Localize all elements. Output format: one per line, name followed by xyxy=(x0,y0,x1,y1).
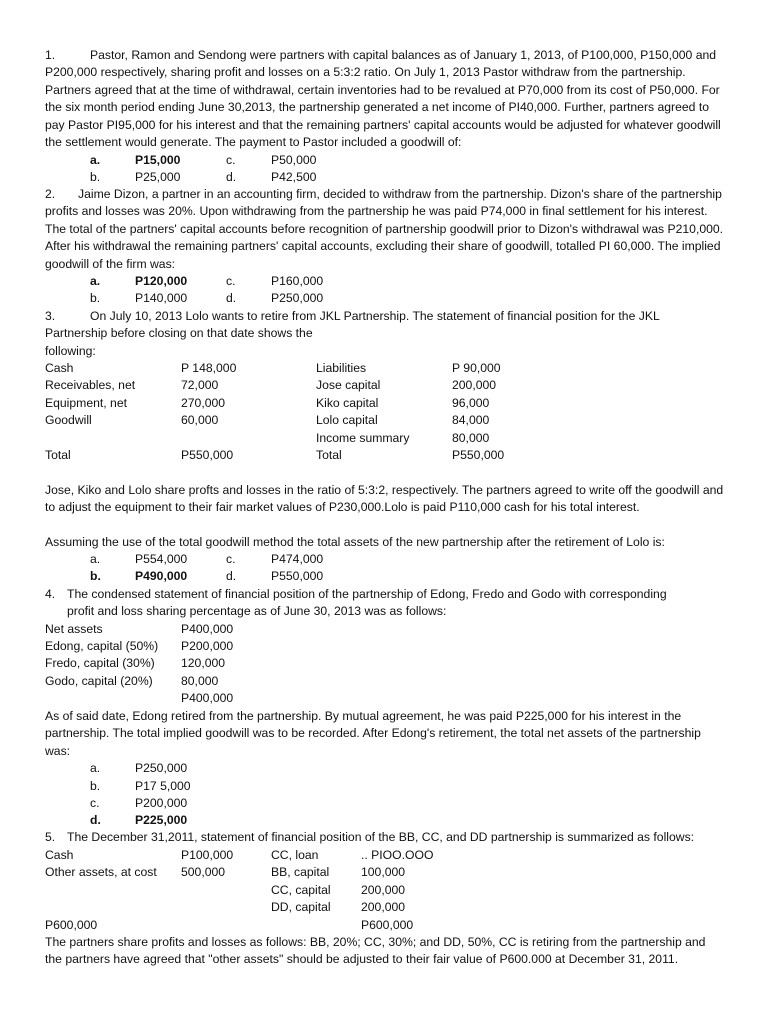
question-text: Jose, Kiko and Lolo share profts and losses in the ratio of 5:3:2, respectively. The partners agreed to write off the goodwill and to adjust the equipment to their fair market values of P230,000.Lolo is paid P110,000 cash for his total interest. xyxy=(45,483,724,515)
question-text: The condensed statement of financial position of the partnership of Edong, Fredo and Godo with corresponding xyxy=(67,587,667,601)
choice-letter: b. xyxy=(90,170,101,184)
choice-value: P50,000 xyxy=(271,153,317,167)
question-text: The December 31,2011, statement of financial position of the BB, CC, and DD partnership is summarized as follows: xyxy=(67,830,695,844)
table-cell: 270,000 xyxy=(181,396,226,410)
table-cell: 200,000 xyxy=(452,378,497,392)
table-cell: Cash xyxy=(45,848,74,862)
table-cell: 120,000 xyxy=(181,656,226,670)
choice-letter: a. xyxy=(90,153,101,167)
choice-value: P250,000 xyxy=(135,761,188,775)
choice-letter: a. xyxy=(90,761,101,775)
table-cell: P100,000 xyxy=(181,848,234,862)
table-cell: P400,000 xyxy=(181,622,234,636)
question-1 xyxy=(45,47,725,151)
table-cell: Goodwill xyxy=(45,413,92,427)
table-cell: 200,000 xyxy=(361,900,406,914)
table-cell: Edong, capital (50%) xyxy=(45,639,159,653)
table-cell: Cash xyxy=(45,361,74,375)
question-text: On July 10, 2013 Lolo wants to retire from JKL Partnership. The statement of financial position for the JKL xyxy=(90,309,660,323)
table-cell: 80,000 xyxy=(181,674,219,688)
table-cell: P550,000 xyxy=(452,448,505,462)
table-cell: 500,000 xyxy=(181,865,226,879)
question-number: 3. xyxy=(45,309,56,323)
table-cell: Godo, capital (20%) xyxy=(45,674,153,688)
question-number: 5. xyxy=(45,830,56,844)
table-cell: Liabilities xyxy=(316,361,367,375)
table-cell: P400,000 xyxy=(181,691,234,705)
table-cell: P550,000 xyxy=(181,448,234,462)
table-cell: BB, capital xyxy=(271,865,330,879)
table-total-left: P600,000 xyxy=(45,918,98,932)
table-cell: Total xyxy=(45,448,71,462)
choice-value: P42,500 xyxy=(271,170,317,184)
table-cell: 100,000 xyxy=(361,865,406,879)
question-number: 4. xyxy=(45,587,56,601)
question-text: The partners share profits and losses as follows: BB, 20%; CC, 30%; and DD, 50%, CC is retiring from the partnership and the partners have agreed that "other assets" should be adjusted to their fair value of P600.000 at December 31, 2011. xyxy=(45,935,706,967)
choice-value: P550,000 xyxy=(271,569,324,583)
question-text: As of said date, Edong retired from the partnership. By mutual agreement, he was paid P225,000 for his interest in the partnership. The total implied goodwill was to be recorded. After Edong's retirement, the total net assets of the partnership was: xyxy=(45,709,701,758)
table-total-right: P600,000 xyxy=(361,918,414,932)
question-text: following: xyxy=(45,344,96,358)
question-2 xyxy=(45,186,725,273)
table-cell: 60,000 xyxy=(181,413,219,427)
table-cell: P 90,000 xyxy=(452,361,501,375)
table-cell: CC, loan xyxy=(271,848,319,862)
question-text: profit and loss sharing percentage as of June 30, 2013 was as follows: xyxy=(67,604,447,618)
choice-value: P225,000 xyxy=(135,813,188,827)
choice-value: P160,000 xyxy=(271,274,324,288)
choice-value: P15,000 xyxy=(135,153,181,167)
table-cell: P 148,000 xyxy=(181,361,237,375)
choice-value: P554,000 xyxy=(135,552,188,566)
choice-letter: d. xyxy=(226,569,237,583)
table-cell: 72,000 xyxy=(181,378,219,392)
table-cell: CC, capital xyxy=(271,883,331,897)
table-cell: 80,000 xyxy=(452,431,490,445)
choice-value: P490,000 xyxy=(135,569,188,583)
choice-value: P17 5,000 xyxy=(135,779,191,793)
choice-letter: d. xyxy=(90,813,101,827)
question-number: 2. xyxy=(45,187,56,201)
choice-letter: a. xyxy=(90,552,101,566)
table-cell: 84,000 xyxy=(452,413,490,427)
table-cell: .. PIOO.OOO xyxy=(361,848,434,862)
table-cell: 96,000 xyxy=(452,396,490,410)
choice-letter: b. xyxy=(90,779,101,793)
question-number: 1. xyxy=(45,48,56,62)
question-text: Partnership before closing on that date shows the xyxy=(45,326,313,340)
table-cell: DD, capital xyxy=(271,900,331,914)
table-cell: P200,000 xyxy=(181,639,234,653)
question-text: Pastor, Ramon and Sendong were partners with capital balances as of January 1, 2013, of P100,000, P150,000 and P200,000 respectively, sharing profit and losses on a 5:3:2 ratio. On July 1, 2013 Pastor withdraw from the partnership. Partners agreed that at the time of withdrawal, certain inventories had to be revalued at P70,000 from its cost of P50,000. For the six month period ending June 30,2013, the partnership generated a net income of PI40,000. Further, partners agreed to pay Pastor PI95,000 for his interest and that the remaining partners' capital accounts would be adjusted for whatever goodwill the settlement would generate. The payment to Pastor included a goodwill of: xyxy=(45,48,721,150)
choice-letter: b. xyxy=(90,291,101,305)
choice-letter: b. xyxy=(90,569,101,583)
table-cell: Income summary xyxy=(316,431,410,445)
choice-value: P140,000 xyxy=(135,291,188,305)
question-text: Jaime Dizon, a partner in an accounting firm, decided to withdraw from the partnership. Dizon's share of the partnership profits and losses was 20%. Upon withdrawing from the partnership he was paid P74,000 in final settlement for his interest. The total of the partners' capital accounts before recognition of partnership goodwill prior to Dizon's withdrawal was P210,000. After his withdrawal the remaining partners' capital accounts, excluding their share of goodwill, totalled PI 60,000. The implied goodwill of the firm was: xyxy=(45,187,724,271)
table-cell: Lolo capital xyxy=(316,413,378,427)
choice-value: P200,000 xyxy=(135,796,188,810)
table-cell: Equipment, net xyxy=(45,396,127,410)
choice-value: P474,000 xyxy=(271,552,324,566)
table-cell: 200,000 xyxy=(361,883,406,897)
question-text: Assuming the use of the total goodwill method the total assets of the new partnership after the retirement of Lolo is: xyxy=(45,535,665,549)
choice-letter: d. xyxy=(226,291,237,305)
table-cell: Kiko capital xyxy=(316,396,379,410)
choice-letter: d. xyxy=(226,170,237,184)
table-cell: Jose capital xyxy=(316,378,381,392)
table-cell: Fredo, capital (30%) xyxy=(45,656,155,670)
choice-letter: c. xyxy=(226,153,236,167)
table-cell: Net assets xyxy=(45,622,103,636)
choice-letter: c. xyxy=(226,552,236,566)
table-cell: Other assets, at cost xyxy=(45,865,157,879)
table-cell: Total xyxy=(316,448,342,462)
table-cell: Receivables, net xyxy=(45,378,136,392)
choice-value: P25,000 xyxy=(135,170,181,184)
choice-value: P120,000 xyxy=(135,274,188,288)
choice-value: P250,000 xyxy=(271,291,324,305)
choice-letter: c. xyxy=(226,274,236,288)
choice-letter: a. xyxy=(90,274,101,288)
choice-letter: c. xyxy=(90,796,100,810)
